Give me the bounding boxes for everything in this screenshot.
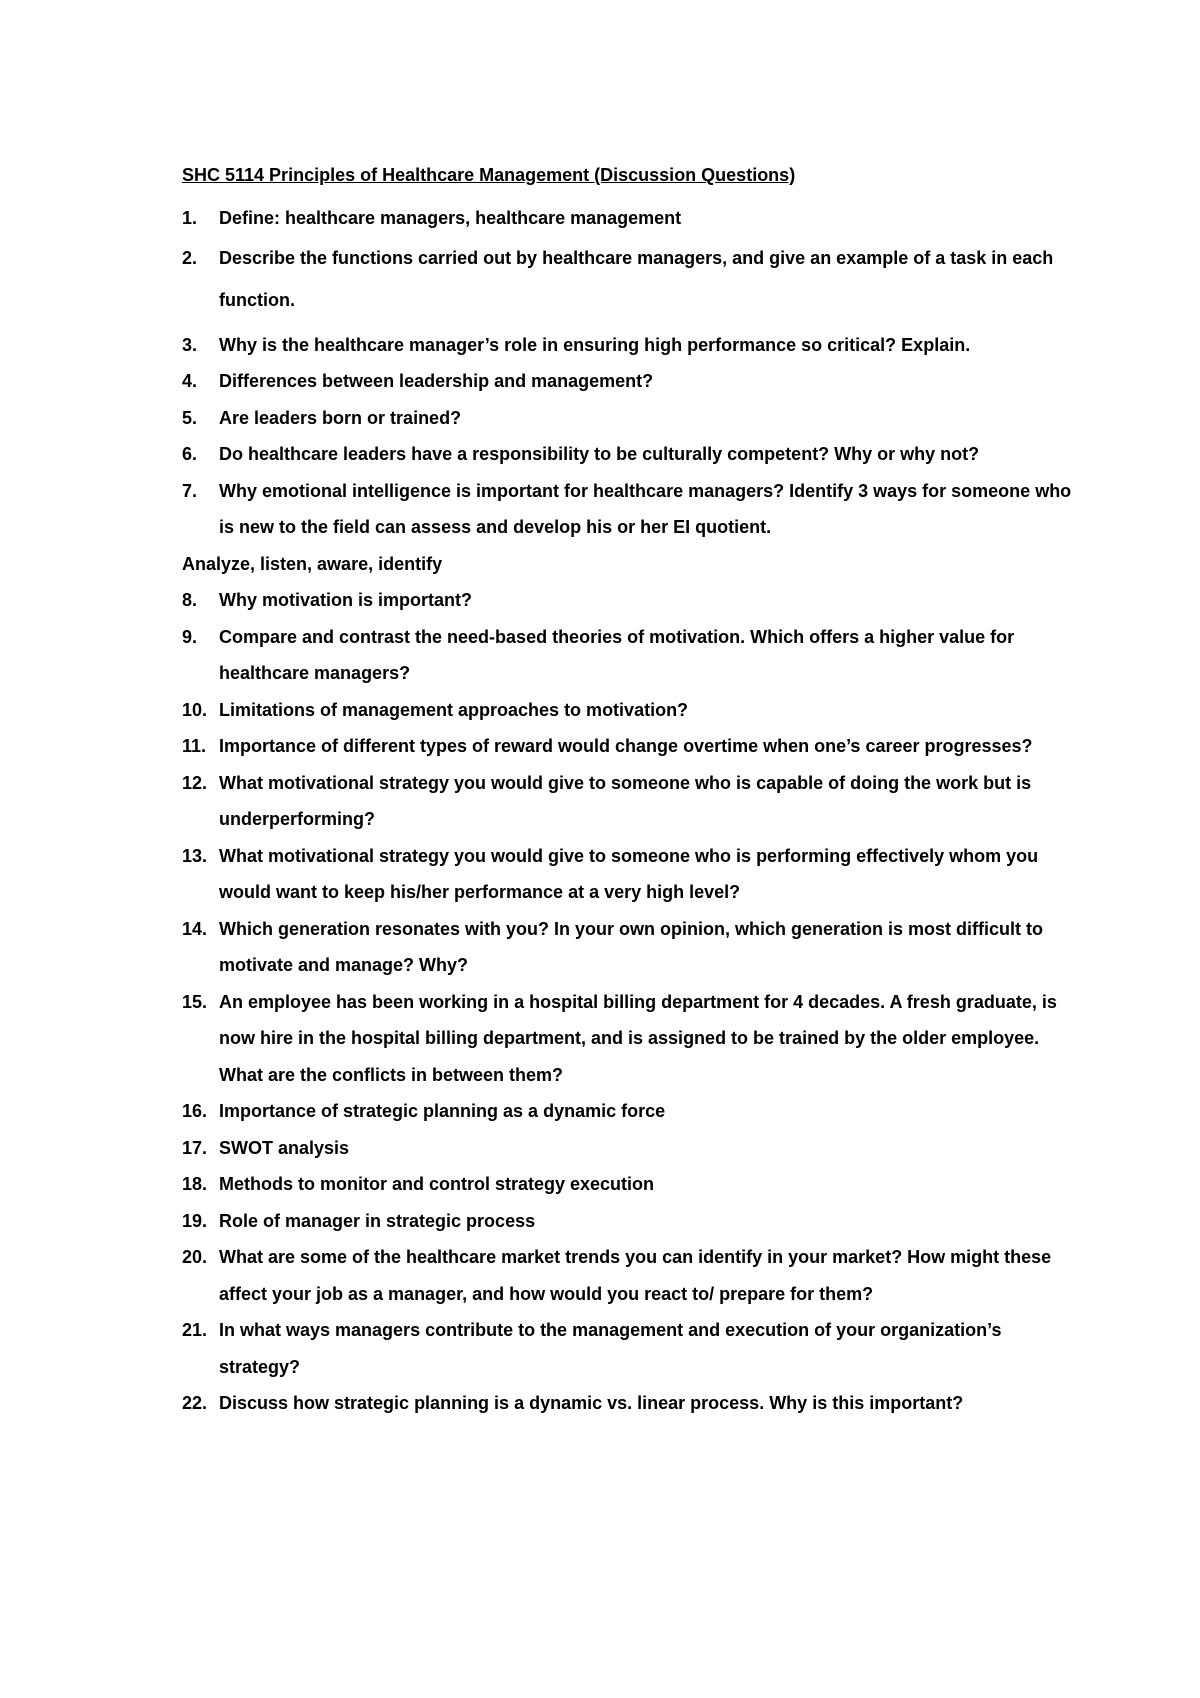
question-item (182, 838, 1082, 911)
question-number: 8. (182, 590, 198, 610)
question-number: 12. (182, 772, 208, 793)
question-item (182, 363, 1082, 400)
question-number: 5. (182, 407, 198, 428)
question-number: 13. (182, 845, 208, 866)
question-item (182, 1239, 1082, 1312)
question-item (182, 911, 1082, 984)
question-text: Are leaders born or trained? (219, 407, 462, 428)
question-number: 3. (182, 334, 198, 355)
question-item (182, 692, 1082, 729)
question-item (182, 1093, 1082, 1130)
question-text: Why is the healthcare manager’s role in ensuring high performance so critical? Explain. (219, 334, 971, 355)
question-item (182, 200, 1082, 237)
question-item (182, 765, 1082, 838)
question-text: SWOT analysis (219, 1137, 350, 1158)
question-item (182, 473, 1082, 546)
question-number: 9. (182, 626, 198, 647)
question-list-part-1 (182, 200, 1082, 546)
question-text: Why emotional intelligence is important for healthcare managers? Identify 3 ways for someone who is new to the field can assess and develop his or her EI quotient. (219, 480, 1072, 537)
question-text: Do healthcare leaders have a responsibility to be culturally competent? Why or why not? (219, 444, 980, 464)
question-text: Compare and contrast the need-based theories of motivation. Which offers a higher value for healthcare managers? (219, 626, 1015, 683)
question-item (182, 582, 1082, 619)
question-item (182, 436, 1082, 473)
question-number: 4. (182, 371, 198, 391)
question-item (182, 1166, 1082, 1203)
question-list-part-2 (182, 582, 1082, 1422)
question-item (182, 400, 1082, 437)
question-text: Why motivation is important? (219, 590, 473, 610)
document-content (182, 164, 1082, 1422)
question-text: What are some of the healthcare market trends you can identify in your market? How might these affect your job as a manager, and how would you react to/ prepare for them? (219, 1247, 1052, 1304)
question-text: Describe the functions carried out by healthcare managers, and give an example of a task in each function. (219, 247, 1054, 310)
question-number: 11. (182, 736, 207, 756)
question-text: Discuss how strategic planning is a dynamic vs. linear process. Why is this important? (219, 1393, 964, 1413)
question-item (182, 1203, 1082, 1240)
question-number: 10. (182, 699, 208, 720)
question-text: Define: healthcare managers, healthcare management (219, 208, 682, 228)
question-number: 20. (182, 1247, 208, 1267)
question-number: 1. (182, 208, 198, 228)
question-number: 19. (182, 1210, 208, 1231)
question-item (182, 237, 1082, 321)
question-item (182, 728, 1082, 765)
question-number: 15. (182, 991, 208, 1012)
question-number: 6. (182, 444, 198, 464)
question-text: Role of manager in strategic process (219, 1210, 536, 1231)
question-item (182, 619, 1082, 692)
question-item (182, 1130, 1082, 1167)
question-item (182, 1312, 1082, 1385)
question-number: 14. (182, 918, 208, 939)
question-item (182, 327, 1082, 364)
question-number: 17. (182, 1137, 208, 1158)
question-number: 7. (182, 480, 198, 501)
question-number: 22. (182, 1393, 208, 1413)
question-text: Limitations of management approaches to motivation? (219, 699, 689, 720)
answer-note: Analyze, listen, aware, identify (182, 553, 443, 574)
question-text: In what ways managers contribute to the management and execution of your organization’s strategy? (219, 1320, 1002, 1377)
document-title: SHC 5114 Principles of Healthcare Management (Discussion Questions) (182, 165, 796, 185)
question-text: What motivational strategy you would give to someone who is performing effectively whom you would want to keep his/her performance at a very high level? (219, 845, 1039, 902)
question-text: Which generation resonates with you? In your own opinion, which generation is most difficult to motivate and manage? Why? (219, 918, 1044, 975)
question-number: 16. (182, 1101, 208, 1121)
question-item (182, 1385, 1082, 1422)
question-number: 21. (182, 1320, 208, 1340)
question-number: 18. (182, 1174, 208, 1194)
question-text: Importance of strategic planning as a dynamic force (219, 1101, 666, 1121)
question-text: Importance of different types of reward would change overtime when one’s career progresses? (219, 736, 1033, 756)
question-text: An employee has been working in a hospital billing department for 4 decades. A fresh graduate, is now hire in the hospital billing department, and is assigned to be trained by the older employee. What are the conflicts in between them? (219, 991, 1057, 1085)
question-text: What motivational strategy you would give to someone who is capable of doing the work but is underperforming? (219, 772, 1032, 829)
question-text: Methods to monitor and control strategy execution (219, 1174, 655, 1194)
question-text: Differences between leadership and management? (219, 371, 654, 391)
question-number: 2. (182, 247, 198, 268)
question-item (182, 984, 1082, 1094)
